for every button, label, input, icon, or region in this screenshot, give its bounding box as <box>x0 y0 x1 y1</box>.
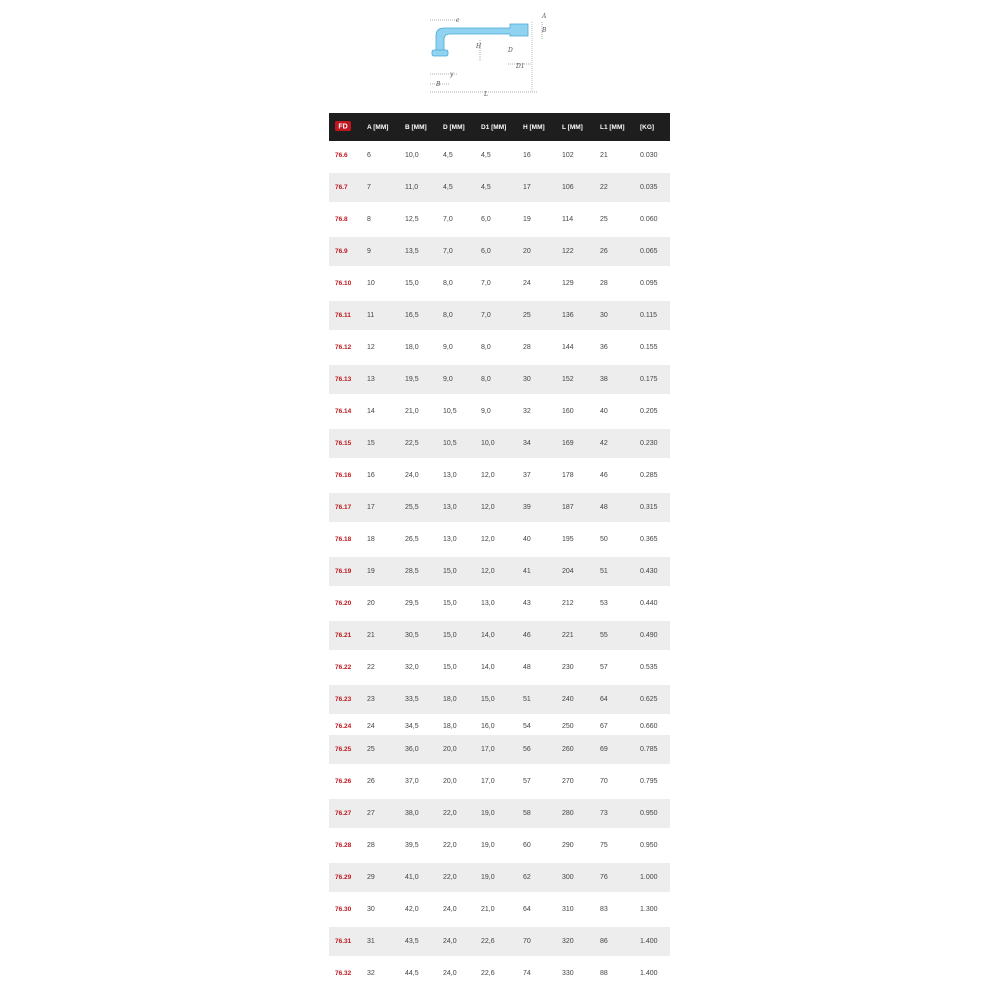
cell-kg: 0.030 <box>640 152 658 159</box>
cell-d1: 19,0 <box>481 874 495 881</box>
cell-kg: 0.950 <box>640 810 658 817</box>
cell-d: 9,0 <box>443 376 453 383</box>
cell-ref: 76.26 <box>335 778 352 785</box>
cell-d1: 4,5 <box>481 184 491 191</box>
cell-b: 22,5 <box>405 440 419 447</box>
cell-d: 8,0 <box>443 280 453 287</box>
cell-l: 270 <box>562 778 574 785</box>
cell-ref: 76.12 <box>335 344 352 351</box>
cell-l1: 73 <box>600 810 608 817</box>
table-row <box>329 557 670 586</box>
cell-l1: 38 <box>600 376 608 383</box>
label-e: e <box>456 17 460 24</box>
header-logo-cell <box>329 121 367 133</box>
cell-l1: 25 <box>600 216 608 223</box>
cell-d1: 6,0 <box>481 216 491 223</box>
cell-d1: 15,0 <box>481 696 495 703</box>
cell-d: 7,0 <box>443 248 453 255</box>
cell-d: 20,0 <box>443 778 457 785</box>
table-row <box>329 863 670 892</box>
cell-kg: 0.035 <box>640 184 658 191</box>
table-row <box>329 767 670 796</box>
cell-ref: 76.11 <box>335 312 351 319</box>
cell-kg: 0.795 <box>640 778 658 785</box>
cell-d: 13,0 <box>443 504 457 511</box>
cell-d1: 14,0 <box>481 664 495 671</box>
cell-l: 195 <box>562 536 574 543</box>
cell-d: 24,0 <box>443 938 457 945</box>
cell-b: 13,5 <box>405 248 419 255</box>
cell-l1: 88 <box>600 970 608 977</box>
cell-d1: 14,0 <box>481 632 495 639</box>
cell-kg: 1.400 <box>640 938 658 945</box>
cell-b: 19,5 <box>405 376 419 383</box>
cell-l1: 69 <box>600 746 608 753</box>
cell-h: 30 <box>523 376 531 383</box>
cell-kg: 1.400 <box>640 970 658 977</box>
cell-h: 40 <box>523 536 531 543</box>
cell-h: 39 <box>523 504 531 511</box>
cell-b: 38,0 <box>405 810 419 817</box>
cell-d1: 8,0 <box>481 376 491 383</box>
cell-l1: 76 <box>600 874 608 881</box>
cell-ref: 76.19 <box>335 568 352 575</box>
cell-l1: 64 <box>600 696 608 703</box>
cell-l: 129 <box>562 280 574 287</box>
cell-b: 26,5 <box>405 536 419 543</box>
wrench-shape <box>436 24 528 52</box>
cell-kg: 0.115 <box>640 312 657 319</box>
cell-h: 54 <box>523 722 531 730</box>
cell-l1: 70 <box>600 778 608 785</box>
cell-d: 4,5 <box>443 184 453 191</box>
col-header-h: H [MM] <box>523 123 545 131</box>
cell-h: 64 <box>523 906 531 913</box>
cell-d: 24,0 <box>443 906 457 913</box>
cell-b: 43,5 <box>405 938 419 945</box>
cell-kg: 0.365 <box>640 536 658 543</box>
cell-ref: 76.18 <box>335 536 352 543</box>
cell-a: 18 <box>367 536 375 543</box>
table-row <box>329 237 670 266</box>
cell-ref: 76.10 <box>335 280 352 287</box>
cell-l: 178 <box>562 472 574 479</box>
table-row <box>329 173 670 202</box>
cell-a: 32 <box>367 970 375 977</box>
cell-l: 310 <box>562 906 574 913</box>
cell-l: 136 <box>562 312 574 319</box>
cell-a: 12 <box>367 344 375 351</box>
cell-d: 24,0 <box>443 970 457 977</box>
cell-b: 29,5 <box>405 600 419 607</box>
cell-l1: 83 <box>600 906 608 913</box>
cell-d1: 13,0 <box>481 600 495 607</box>
cell-l: 250 <box>562 722 574 730</box>
table-row <box>329 735 670 764</box>
cell-d1: 17,0 <box>481 778 495 785</box>
cell-l1: 26 <box>600 248 608 255</box>
cell-h: 34 <box>523 440 531 447</box>
cell-d: 7,0 <box>443 216 453 223</box>
cell-l: 280 <box>562 810 574 817</box>
cell-d1: 9,0 <box>481 408 491 415</box>
cell-a: 15 <box>367 440 375 447</box>
cell-l1: 51 <box>600 568 608 575</box>
cell-d: 15,0 <box>443 632 457 639</box>
cell-d: 4,5 <box>443 152 453 159</box>
cell-l1: 50 <box>600 536 608 543</box>
cell-b: 16,5 <box>405 312 419 319</box>
cell-a: 31 <box>367 938 375 945</box>
cell-d1: 4,5 <box>481 152 491 159</box>
cell-h: 57 <box>523 778 531 785</box>
cell-ref: 76.32 <box>335 970 352 977</box>
cell-a: 22 <box>367 664 375 671</box>
cell-l: 114 <box>562 216 574 223</box>
cell-h: 20 <box>523 248 531 255</box>
cell-kg: 0.535 <box>640 664 658 671</box>
cell-kg: 0.065 <box>640 248 658 255</box>
cell-l1: 57 <box>600 664 608 671</box>
table-row <box>329 799 670 828</box>
table-row <box>329 831 670 860</box>
table-row <box>329 269 670 298</box>
col-header-a: A [MM] <box>367 123 389 131</box>
cell-ref: 76.25 <box>335 746 352 753</box>
cell-l: 290 <box>562 842 574 849</box>
cell-ref: 76.8 <box>335 216 348 223</box>
cell-a: 26 <box>367 778 375 785</box>
cell-kg: 0.950 <box>640 842 658 849</box>
cell-h: 43 <box>523 600 531 607</box>
cell-b: 36,0 <box>405 746 419 753</box>
cell-l: 152 <box>562 376 574 383</box>
cell-kg: 0.660 <box>640 722 658 730</box>
cell-kg: 1.300 <box>640 906 658 913</box>
cell-d: 22,0 <box>443 874 457 881</box>
cell-kg: 0.095 <box>640 280 658 287</box>
cell-kg: 0.230 <box>640 440 658 447</box>
cell-d: 10,5 <box>443 440 457 447</box>
table-row <box>329 365 670 394</box>
cell-l: 260 <box>562 746 574 753</box>
cell-ref: 76.9 <box>335 248 348 255</box>
label-y: y <box>450 71 454 78</box>
cell-kg: 0.175 <box>640 376 658 383</box>
cell-d1: 19,0 <box>481 810 495 817</box>
label-h: H <box>476 43 482 50</box>
cell-a: 14 <box>367 408 375 415</box>
table-row <box>329 525 670 554</box>
cell-b: 41,0 <box>405 874 419 881</box>
cell-d1: 8,0 <box>481 344 491 351</box>
cell-l: 102 <box>562 152 574 159</box>
cell-h: 19 <box>523 216 531 223</box>
cell-kg: 1.000 <box>640 874 658 881</box>
cell-l1: 86 <box>600 938 608 945</box>
cell-h: 32 <box>523 408 531 415</box>
table-row <box>329 333 670 362</box>
table-row <box>329 461 670 490</box>
table-row <box>329 141 670 170</box>
cell-h: 16 <box>523 152 531 159</box>
cell-ref: 76.30 <box>335 906 352 913</box>
cell-l: 320 <box>562 938 574 945</box>
cell-l: 230 <box>562 664 574 671</box>
cell-ref: 76.6 <box>335 152 348 159</box>
cell-l1: 46 <box>600 472 608 479</box>
cell-l: 122 <box>562 248 574 255</box>
col-header-d: D [MM] <box>443 123 465 131</box>
cell-h: 51 <box>523 696 531 703</box>
cell-d: 20,0 <box>443 746 457 753</box>
cell-b: 18,0 <box>405 344 419 351</box>
cell-a: 9 <box>367 248 371 255</box>
table-row <box>329 927 670 956</box>
cell-d1: 17,0 <box>481 746 495 753</box>
cell-b: 15,0 <box>405 280 419 287</box>
cell-kg: 0.315 <box>640 504 658 511</box>
cell-ref: 76.16 <box>335 472 352 479</box>
cell-l1: 53 <box>600 600 608 607</box>
cell-ref: 76.31 <box>335 938 352 945</box>
cell-d: 22,0 <box>443 810 457 817</box>
cell-l: 221 <box>562 632 574 639</box>
cell-h: 56 <box>523 746 531 753</box>
cell-ref: 76.14 <box>335 408 352 415</box>
table-row <box>329 205 670 234</box>
cell-b: 37,0 <box>405 778 419 785</box>
spec-table <box>329 113 670 991</box>
cell-d1: 21,0 <box>481 906 495 913</box>
cell-a: 30 <box>367 906 375 913</box>
cell-a: 27 <box>367 810 375 817</box>
table-row <box>329 589 670 618</box>
cell-l1: 55 <box>600 632 608 639</box>
cell-d: 15,0 <box>443 600 457 607</box>
cell-l: 240 <box>562 696 574 703</box>
cell-ref: 76.28 <box>335 842 352 849</box>
cell-d1: 19,0 <box>481 842 495 849</box>
cell-d1: 6,0 <box>481 248 491 255</box>
cell-ref: 76.20 <box>335 600 352 607</box>
cell-l1: 30 <box>600 312 608 319</box>
cell-b: 33,5 <box>405 696 419 703</box>
cell-l1: 40 <box>600 408 608 415</box>
cell-l1: 36 <box>600 344 608 351</box>
col-header-kg: [KG] <box>640 123 655 131</box>
cell-d1: 10,0 <box>481 440 495 447</box>
cell-d: 13,0 <box>443 536 457 543</box>
cell-ref: 76.17 <box>335 504 352 511</box>
cell-b: 21,0 <box>405 408 419 415</box>
cell-b: 44,5 <box>405 970 419 977</box>
cell-a: 10 <box>367 280 375 287</box>
cell-ref: 76.22 <box>335 664 352 671</box>
cell-a: 6 <box>367 152 371 159</box>
cell-kg: 0.205 <box>640 408 658 415</box>
cell-a: 11 <box>367 312 375 319</box>
cell-l: 160 <box>562 408 574 415</box>
cell-kg: 0.785 <box>640 746 658 753</box>
cell-a: 19 <box>367 568 375 575</box>
cell-h: 25 <box>523 312 531 319</box>
cell-l1: 28 <box>600 280 608 287</box>
cell-a: 21 <box>367 632 375 639</box>
cell-l: 169 <box>562 440 574 447</box>
cell-l: 144 <box>562 344 574 351</box>
table-row <box>329 959 670 988</box>
cell-b: 11,0 <box>405 184 419 191</box>
table-row <box>329 895 670 924</box>
cell-d1: 12,0 <box>481 504 495 511</box>
cell-ref: 76.24 <box>335 722 352 730</box>
table-row <box>329 301 670 330</box>
cell-l1: 67 <box>600 722 608 730</box>
cell-kg: 0.490 <box>640 632 658 639</box>
cell-b: 24,0 <box>405 472 419 479</box>
cell-d1: 22,6 <box>481 970 495 977</box>
cell-a: 29 <box>367 874 375 881</box>
col-header-l1: L1 [MM] <box>600 123 625 131</box>
cell-b: 25,5 <box>405 504 419 511</box>
cell-d: 9,0 <box>443 344 453 351</box>
cell-a: 7 <box>367 184 371 191</box>
cell-d: 13,0 <box>443 472 457 479</box>
wrench-dimension-diagram <box>428 12 548 98</box>
label-l: L <box>484 91 488 98</box>
cell-a: 16 <box>367 472 375 479</box>
cell-b: 10,0 <box>405 152 419 159</box>
cell-b: 42,0 <box>405 906 419 913</box>
cell-d1: 16,0 <box>481 722 495 730</box>
cell-l1: 21 <box>600 152 608 159</box>
cell-d: 10,5 <box>443 408 457 415</box>
cell-l1: 48 <box>600 504 608 511</box>
cell-d1: 12,0 <box>481 472 495 479</box>
cell-h: 37 <box>523 472 531 479</box>
cell-d: 22,0 <box>443 842 457 849</box>
cell-d: 8,0 <box>443 312 453 319</box>
col-header-d1: D1 [MM] <box>481 123 507 131</box>
cell-a: 24 <box>367 722 375 730</box>
table-row <box>329 685 670 714</box>
cell-ref: 76.23 <box>335 696 352 703</box>
cell-l: 330 <box>562 970 574 977</box>
cell-h: 24 <box>523 280 531 287</box>
table-header <box>329 113 670 141</box>
cell-b: 34,5 <box>405 722 419 730</box>
cell-kg: 0.430 <box>640 568 658 575</box>
cell-a: 8 <box>367 216 371 223</box>
cell-h: 28 <box>523 344 531 351</box>
cell-a: 28 <box>367 842 375 849</box>
cell-l: 204 <box>562 568 574 575</box>
col-header-l: L [MM] <box>562 123 583 131</box>
fd-logo-icon <box>335 121 351 131</box>
table-row <box>329 429 670 458</box>
cell-ref: 76.15 <box>335 440 352 447</box>
cell-d1: 7,0 <box>481 280 491 287</box>
table-row <box>329 653 670 682</box>
cell-d1: 7,0 <box>481 312 491 319</box>
cell-a: 13 <box>367 376 375 383</box>
cell-d: 15,0 <box>443 568 457 575</box>
cell-h: 70 <box>523 938 531 945</box>
cell-h: 62 <box>523 874 531 881</box>
table-row <box>329 397 670 426</box>
table-row <box>329 493 670 522</box>
cell-ref: 76.27 <box>335 810 352 817</box>
cell-l: 106 <box>562 184 574 191</box>
cell-l: 300 <box>562 874 574 881</box>
cell-h: 48 <box>523 664 531 671</box>
cell-b: 32,0 <box>405 664 419 671</box>
cell-b: 30,5 <box>405 632 419 639</box>
cell-h: 17 <box>523 184 531 191</box>
cell-b: 39,5 <box>405 842 419 849</box>
table-row <box>329 621 670 650</box>
cell-a: 25 <box>367 746 375 753</box>
col-header-b: B [MM] <box>405 123 427 131</box>
cell-kg: 0.625 <box>640 696 658 703</box>
cell-kg: 0.285 <box>640 472 658 479</box>
cell-h: 58 <box>523 810 531 817</box>
cell-kg: 0.155 <box>640 344 658 351</box>
label-a: A <box>542 13 547 20</box>
cell-d: 15,0 <box>443 664 457 671</box>
label-d1: D1 <box>516 63 525 70</box>
label-d: D <box>508 47 513 54</box>
cell-l1: 22 <box>600 184 608 191</box>
cell-a: 20 <box>367 600 375 607</box>
cell-l1: 75 <box>600 842 608 849</box>
cell-h: 41 <box>523 568 531 575</box>
svg-text:FD: FD <box>338 123 348 131</box>
cell-a: 17 <box>367 504 375 511</box>
cell-l: 187 <box>562 504 574 511</box>
cell-kg: 0.440 <box>640 600 658 607</box>
cell-h: 46 <box>523 632 531 639</box>
cell-h: 74 <box>523 970 531 977</box>
cell-a: 23 <box>367 696 375 703</box>
cell-d1: 22,6 <box>481 938 495 945</box>
table-row <box>329 717 670 735</box>
label-b2: B <box>436 81 441 88</box>
table-body <box>329 141 670 988</box>
cell-l: 212 <box>562 600 574 607</box>
cell-ref: 76.29 <box>335 874 352 881</box>
label-b: B <box>542 27 547 34</box>
cell-d: 18,0 <box>443 696 457 703</box>
cell-ref: 76.7 <box>335 184 348 191</box>
wrench-end <box>432 50 448 56</box>
cell-ref: 76.21 <box>335 632 352 639</box>
cell-d: 18,0 <box>443 722 457 730</box>
cell-ref: 76.13 <box>335 376 352 383</box>
cell-kg: 0.060 <box>640 216 658 223</box>
cell-d1: 12,0 <box>481 536 495 543</box>
cell-d1: 12,0 <box>481 568 495 575</box>
cell-b: 12,5 <box>405 216 419 223</box>
cell-l1: 42 <box>600 440 608 447</box>
cell-h: 60 <box>523 842 531 849</box>
cell-b: 28,5 <box>405 568 419 575</box>
